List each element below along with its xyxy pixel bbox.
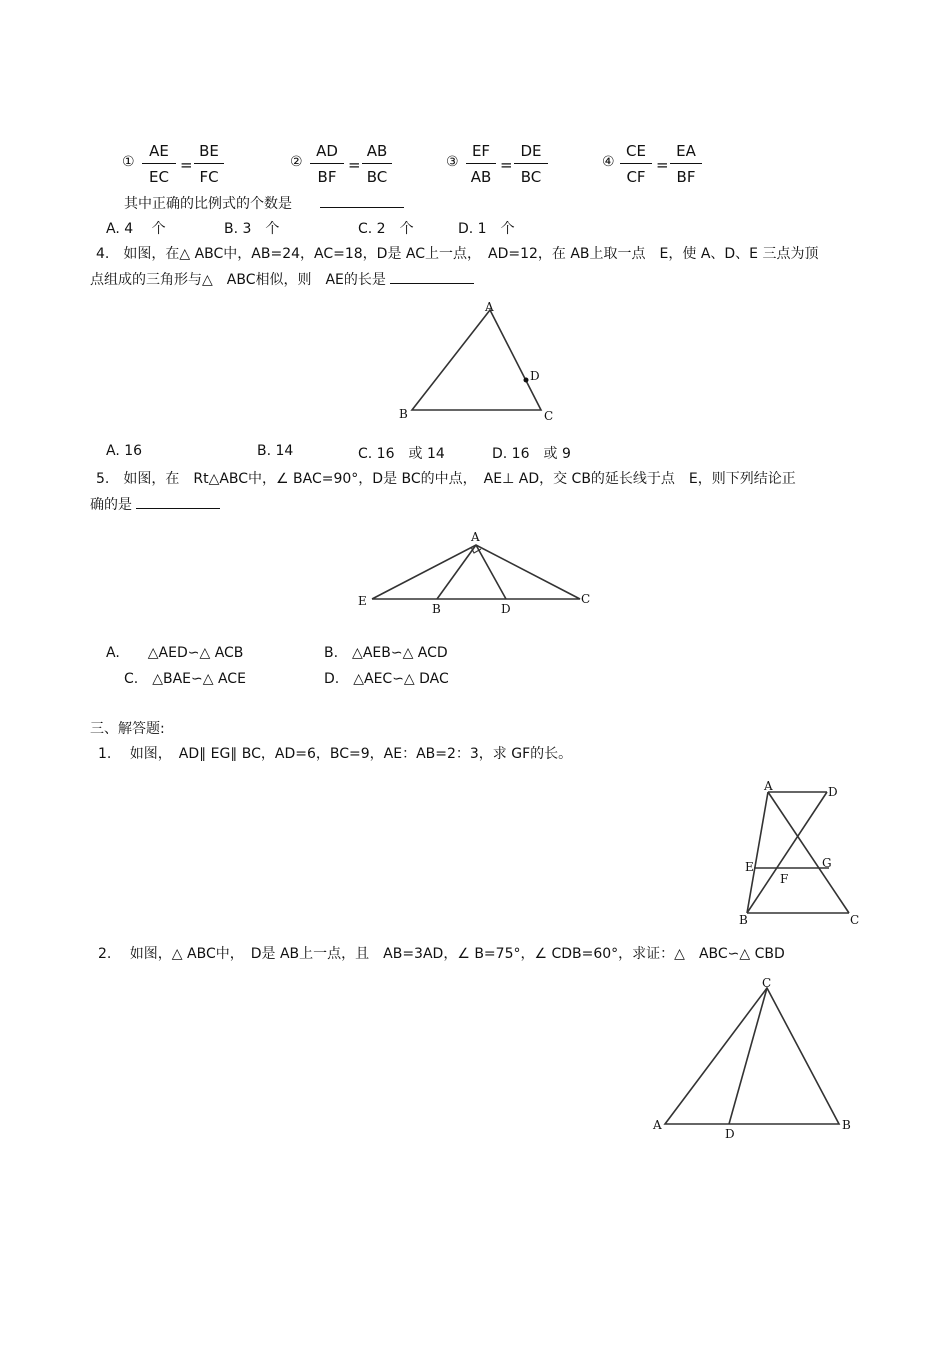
equals-sign: = [656,156,669,174]
label-e: E [745,860,754,874]
q5-text-line2: 确的是 [90,494,220,514]
ratio-4-right: $\frac{EA}{BF}$ [670,144,702,185]
ratio-3-mark: ③ [446,154,459,170]
q4-option-b: B. 14 [257,443,294,459]
q5-text-line1: 5. 如图，在 Rt△ABC中，∠ BAC=90°，D是 BC的中点， AE⊥ AD，交 CB的延长线于点 E，则下列结论正 [96,471,796,487]
q4-text-line1: 4. 如图，在△ ABC中，AB=24，AC=18，D是 AC上一点， AD=12，在 AB上取一点 E，使 A、D、E 三点为顶 [96,246,819,262]
ratio-1-left: $\frac{AE}{EC}$ [142,144,176,185]
q3-option-c: C. 2 个 [358,221,414,237]
label-c: C [762,976,772,990]
ratio-3-left: $\frac{EF}{AB}$ [466,144,496,185]
segment-ab [747,792,768,913]
ratio-2-left: $\frac{AD}{BF}$ [310,144,344,185]
segment-cd [729,988,767,1124]
label-b: B [432,602,441,616]
label-g: G [822,856,832,870]
label-c: C [544,409,554,423]
label-d: D [725,1127,735,1141]
ratio-1-right: $\frac{BE}{FC}$ [194,144,224,185]
label-d: D [828,785,838,799]
q3-prompt: 其中正确的比例式的个数是 [124,193,404,213]
q5-option-c: C. △BAE∽△ ACE [124,671,246,687]
section-heading: 三、解答题: [90,721,165,737]
triangle-eac [372,545,580,599]
problem-1-figure [732,772,862,932]
q5-option-a: A. △AED∽△ ACB [106,645,244,661]
equals-sign: = [348,156,361,174]
label-c: C [581,592,591,606]
ratio-3-right: $\frac{DE}{BC}$ [514,144,548,185]
q4-option-a: A. 16 [106,443,143,459]
label-a: A [653,1118,662,1132]
label-a: A [485,300,494,314]
ratio-2-mark: ② [290,154,303,170]
answer-blank [136,496,220,509]
segment-db [747,792,827,913]
q3-option-a: A. 4 个 [106,221,166,237]
label-a: A [471,530,480,544]
label-b: B [739,913,748,927]
problem-1-text: 1. 如图， AD∥ EG∥ BC，AD=6，BC=9，AE：AB=2：3，求 GF的长。 [98,746,573,762]
label-e: E [358,594,367,608]
label-d: D [530,369,540,383]
ratio-4-left: $\frac{CE}{CF}$ [620,144,652,185]
triangle-abc [665,988,839,1124]
q5-triangle-figure [350,525,600,620]
ratio-4-mark: ④ [602,154,615,170]
ratio-1-mark: ① [122,154,135,170]
label-c: C [850,913,860,927]
q4-option-c: C. 16 或 14 [358,446,445,462]
problem-2-text: 2. 如图，△ ABC中， D是 AB上一点，且 AB=3AD，∠ B=75°，∠ CDB=60°，求证：△ ABC∽△ CBD [98,946,785,962]
q5-option-d: D. △AEC∽△ DAC [324,671,449,687]
q4-triangle-figure [395,298,560,426]
q3-option-b: B. 3 个 [224,221,280,237]
label-a: A [764,779,773,793]
q4-option-d: D. 16 或 9 [492,446,571,462]
q5-option-b: B. △AEB∽△ ACD [324,645,448,661]
segment-ab [437,545,476,599]
equals-sign: = [180,156,193,174]
ratio-2-right: $\frac{AB}{BC}$ [362,144,392,185]
equals-sign: = [500,156,513,174]
q4-text-line2: 点组成的三角形与△ ABC相似，则 AE的长是 [90,269,474,289]
segment-ac [768,792,849,913]
answer-blank [390,271,474,284]
label-b: B [399,407,408,421]
label-b: B [842,1118,851,1132]
q3-option-d: D. 1 个 [458,221,515,237]
label-f: F [780,872,789,886]
answer-blank [320,195,404,208]
triangle-abc [412,310,541,410]
point-d [524,378,529,383]
label-d: D [501,602,511,616]
problem-2-figure [645,972,860,1142]
